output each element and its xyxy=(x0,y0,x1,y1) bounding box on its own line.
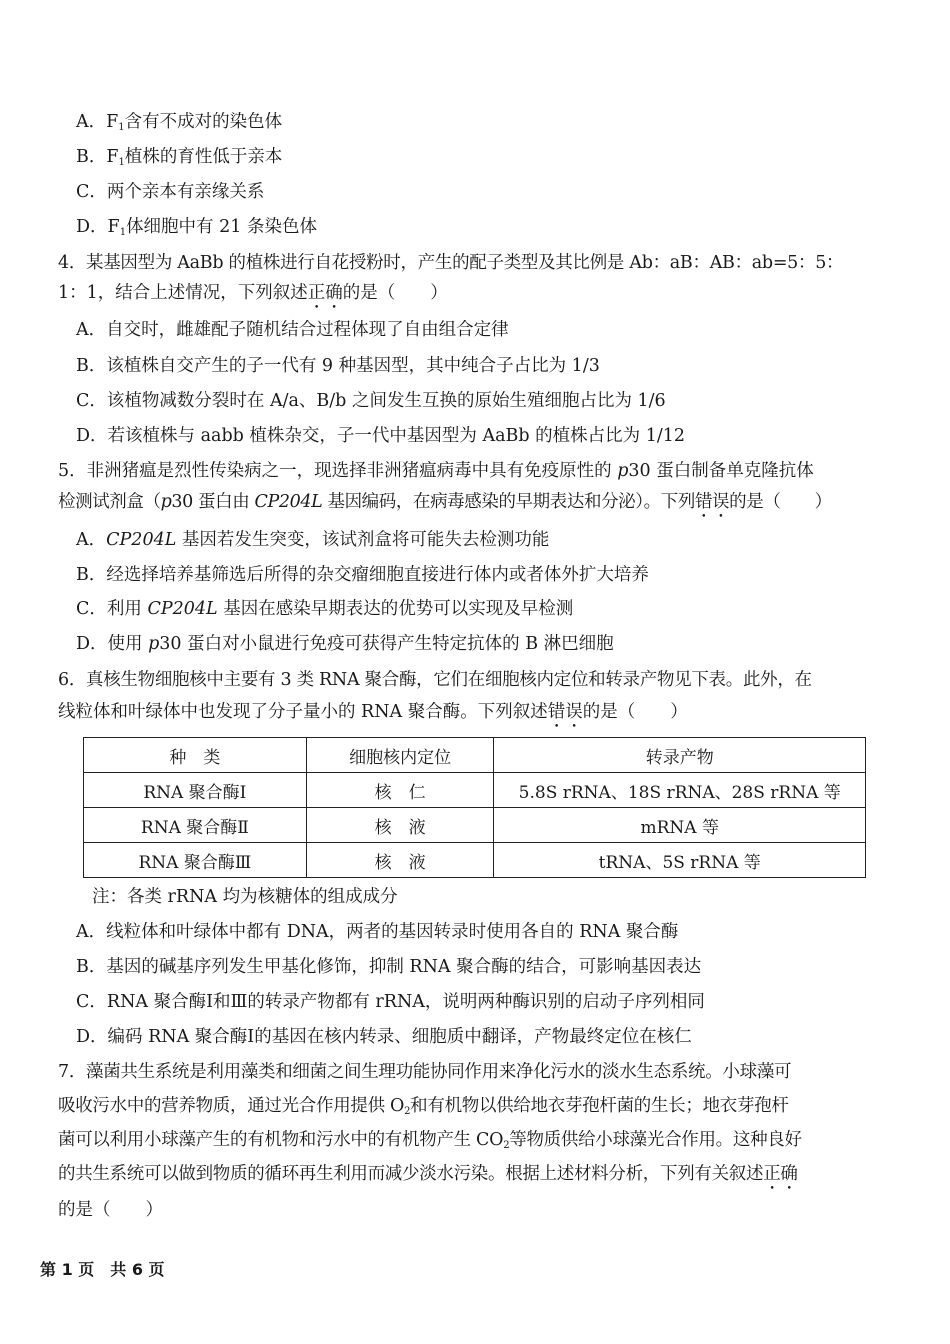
q4-option-a: A．自交时，雌雄配子随机结合过程体现了自由组合定律 xyxy=(76,320,509,340)
q5-option-a-label: A． xyxy=(76,530,107,550)
q5-option-a-text: 基因若发生突变，该试剂盒将可能失去检测功能 xyxy=(176,530,550,550)
q7-line-3-sub: 2 xyxy=(503,1140,510,1151)
q3-option-a-sub: 1 xyxy=(118,122,125,133)
q5-protein-p: p xyxy=(617,461,629,481)
page-footer: 第 1 页 共 6 页 xyxy=(40,1260,165,1279)
q6-option-a: A．线粒体和叶绿体中都有 DNA，两者的基因转录时使用各自的 RNA 聚合酶 xyxy=(76,922,679,942)
q7-line-1: 7．藻菌共生系统是利用藻类和细菌之间生理功能协同作用来净化污水的淡水生态系统。小球藻可 xyxy=(58,1062,792,1082)
table-cell: RNA 聚合酶Ⅰ xyxy=(84,773,307,808)
q3-option-c: C．两个亲本有亲缘关系 xyxy=(76,182,265,202)
rna-polymerase-table xyxy=(83,737,866,878)
q4-stem-line-1: 4．某基因型为 AaBb 的植株进行自花授粉时，产生的配子类型及其比例是 Ab：aB：AB：ab=5：5： xyxy=(58,253,844,273)
q5-stem-text-2: 30 蛋白制备单克隆抗体 xyxy=(628,461,814,481)
table-cell: 核 液 xyxy=(306,808,494,843)
q3-option-d-text-1: D．F xyxy=(76,217,120,237)
q5-gene-name: CP204L xyxy=(254,492,323,512)
q6-emphasis-wrong: 错误 xyxy=(547,702,583,722)
q5-stem-line-1 xyxy=(58,459,814,483)
q7-line-2-sub: 2 xyxy=(404,1106,411,1117)
q7-line-2-text-2: 和有机物以供给地衣芽孢杆菌的生长；地衣芽孢杆 xyxy=(410,1096,789,1116)
q5-stem-line2-p: p xyxy=(160,492,172,512)
q7-line-4-text: 的共生系统可以做到物质的循环再生利用而减少淡水污染。根据上述材料分析，下列有关叙述 xyxy=(58,1164,764,1184)
table-cell: 5.8S rRNA、18S rRNA、28S rRNA 等 xyxy=(494,773,866,808)
table-row xyxy=(84,773,866,808)
q5-option-c-gene: CP204L xyxy=(147,599,218,619)
q7-line-2-text-1: 吸收污水中的营养物质，通过光合作用提供 O xyxy=(58,1096,405,1116)
q4-emphasis-correct: 正确 xyxy=(307,283,343,303)
q6-stem-text: 线粒体和叶绿体中也发现了分子量小的 RNA 聚合酶。下列叙述 xyxy=(58,702,548,722)
table-cell: RNA 聚合酶Ⅱ xyxy=(84,808,307,843)
q3-option-a-text-2: 含有不成对的染色体 xyxy=(124,112,283,132)
q5-option-b: B．经选择培养基筛选后所得的杂交瘤细胞直接进行体内或者体外扩大培养 xyxy=(76,565,649,585)
q3-option-b-text-1: B．F xyxy=(76,147,119,167)
table-cell: tRNA、5S rRNA 等 xyxy=(494,843,866,878)
q3-option-a xyxy=(76,110,282,134)
q3-option-b-sub: 1 xyxy=(118,157,125,168)
q6-option-b: B．基因的碱基序列发生甲基化修饰，抑制 RNA 聚合酶的结合，可影响基因表达 xyxy=(76,957,702,977)
q6-option-d: D．编码 RNA 聚合酶Ⅰ的基因在核内转录、细胞质中翻译，产物最终定位在核仁 xyxy=(76,1027,692,1047)
q7-line-3-text-2: 等物质供给小球藻光合作用。这种良好 xyxy=(509,1130,802,1150)
q6-stem-line-1: 6．真核生物细胞核中主要有 3 类 RNA 聚合酶，它们在细胞核内定位和转录产物见下表。此外，在 xyxy=(58,670,812,690)
q5-stem-tail: 的是（ ） xyxy=(729,492,832,512)
q6-stem-tail: 的是（ ） xyxy=(582,702,688,722)
q5-stem-line-2 xyxy=(58,490,832,522)
q5-emphasis-wrong: 错误 xyxy=(694,492,730,512)
q7-line-4 xyxy=(58,1162,798,1194)
q6-stem-line-2 xyxy=(58,700,688,732)
q5-option-c-label: C．利用 xyxy=(76,599,148,619)
q7-line-3-text-1: 菌可以利用小球藻产生的有机物和污水中的有机物产生 CO xyxy=(58,1130,504,1150)
table-header-cell: 种 类 xyxy=(84,738,307,773)
q7-emphasis-correct: 正确 xyxy=(763,1164,798,1184)
q5-stem-line2-text-1: 检测试剂盒（ xyxy=(58,492,161,512)
table-header-cell: 转录产物 xyxy=(494,738,866,773)
q4-option-b: B．该植株自交产生的子一代有 9 种基因型，其中纯合子占比为 1/3 xyxy=(76,356,600,376)
q4-option-d: D．若该植株与 aabb 植株杂交，子一代中基因型为 AaBb 的植株占比为 1/12 xyxy=(76,426,686,446)
q3-option-b-text-2: 植株的育性低于亲本 xyxy=(124,147,283,167)
table-cell: 核 液 xyxy=(306,843,494,878)
q5-stem-text-1: 5．非洲猪瘟是烈性传染病之一，现选择非洲猪瘟病毒中具有免疫原性的 xyxy=(58,461,618,481)
q6-option-c: C．RNA 聚合酶Ⅰ和Ⅲ的转录产物都有 rRNA，说明两种酶识别的启动子序列相同 xyxy=(76,992,705,1012)
table-row xyxy=(84,808,866,843)
q4-stem-text: 1：1，结合上述情况，下列叙述 xyxy=(58,283,308,303)
q3-option-d-sub: 1 xyxy=(119,227,127,238)
table-header-row xyxy=(84,738,866,773)
q3-option-a-text-1: A．F xyxy=(76,112,119,132)
table-header-cell: 细胞核内定位 xyxy=(306,738,494,773)
q5-option-a-gene: CP204L xyxy=(106,530,177,550)
q5-option-c xyxy=(76,597,573,621)
q4-stem-line-2 xyxy=(58,281,448,313)
q5-option-a xyxy=(76,528,549,552)
table-note: 注：各类 rRNA 均为核糖体的组成成分 xyxy=(92,887,398,907)
q5-option-c-text: 基因在感染早期表达的优势可以实现及早检测 xyxy=(217,599,574,619)
q3-option-d xyxy=(76,215,317,239)
table-cell: mRNA 等 xyxy=(494,808,866,843)
q5-option-d-p: p xyxy=(148,634,160,654)
q4-stem-tail: 的是（ ） xyxy=(342,283,448,303)
q3-option-d-text-2: 体细胞中有 21 条染色体 xyxy=(126,217,317,237)
q7-line-3 xyxy=(58,1128,802,1152)
table-cell: RNA 聚合酶Ⅲ xyxy=(84,843,307,878)
q3-option-b xyxy=(76,145,282,169)
q5-stem-line2-text-3: 基因编码，在病毒感染的早期表达和分泌）。下列 xyxy=(322,492,695,512)
q5-option-d-label: D．使用 xyxy=(76,634,149,654)
q5-stem-line2-text-2: 30 蛋白由 xyxy=(171,492,255,512)
table-cell: 核 仁 xyxy=(306,773,494,808)
q7-line-2 xyxy=(58,1094,789,1118)
q5-option-d xyxy=(76,632,614,656)
q7-line-5: 的是（ ） xyxy=(58,1200,163,1220)
table-row xyxy=(84,843,866,878)
q4-option-c: C．该植物减数分裂时在 A/a、B/b 之间发生互换的原始生殖细胞占比为 1/6 xyxy=(76,391,666,411)
q5-option-d-text: 30 蛋白对小鼠进行免疫可获得产生特定抗体的 B 淋巴细胞 xyxy=(159,634,614,654)
